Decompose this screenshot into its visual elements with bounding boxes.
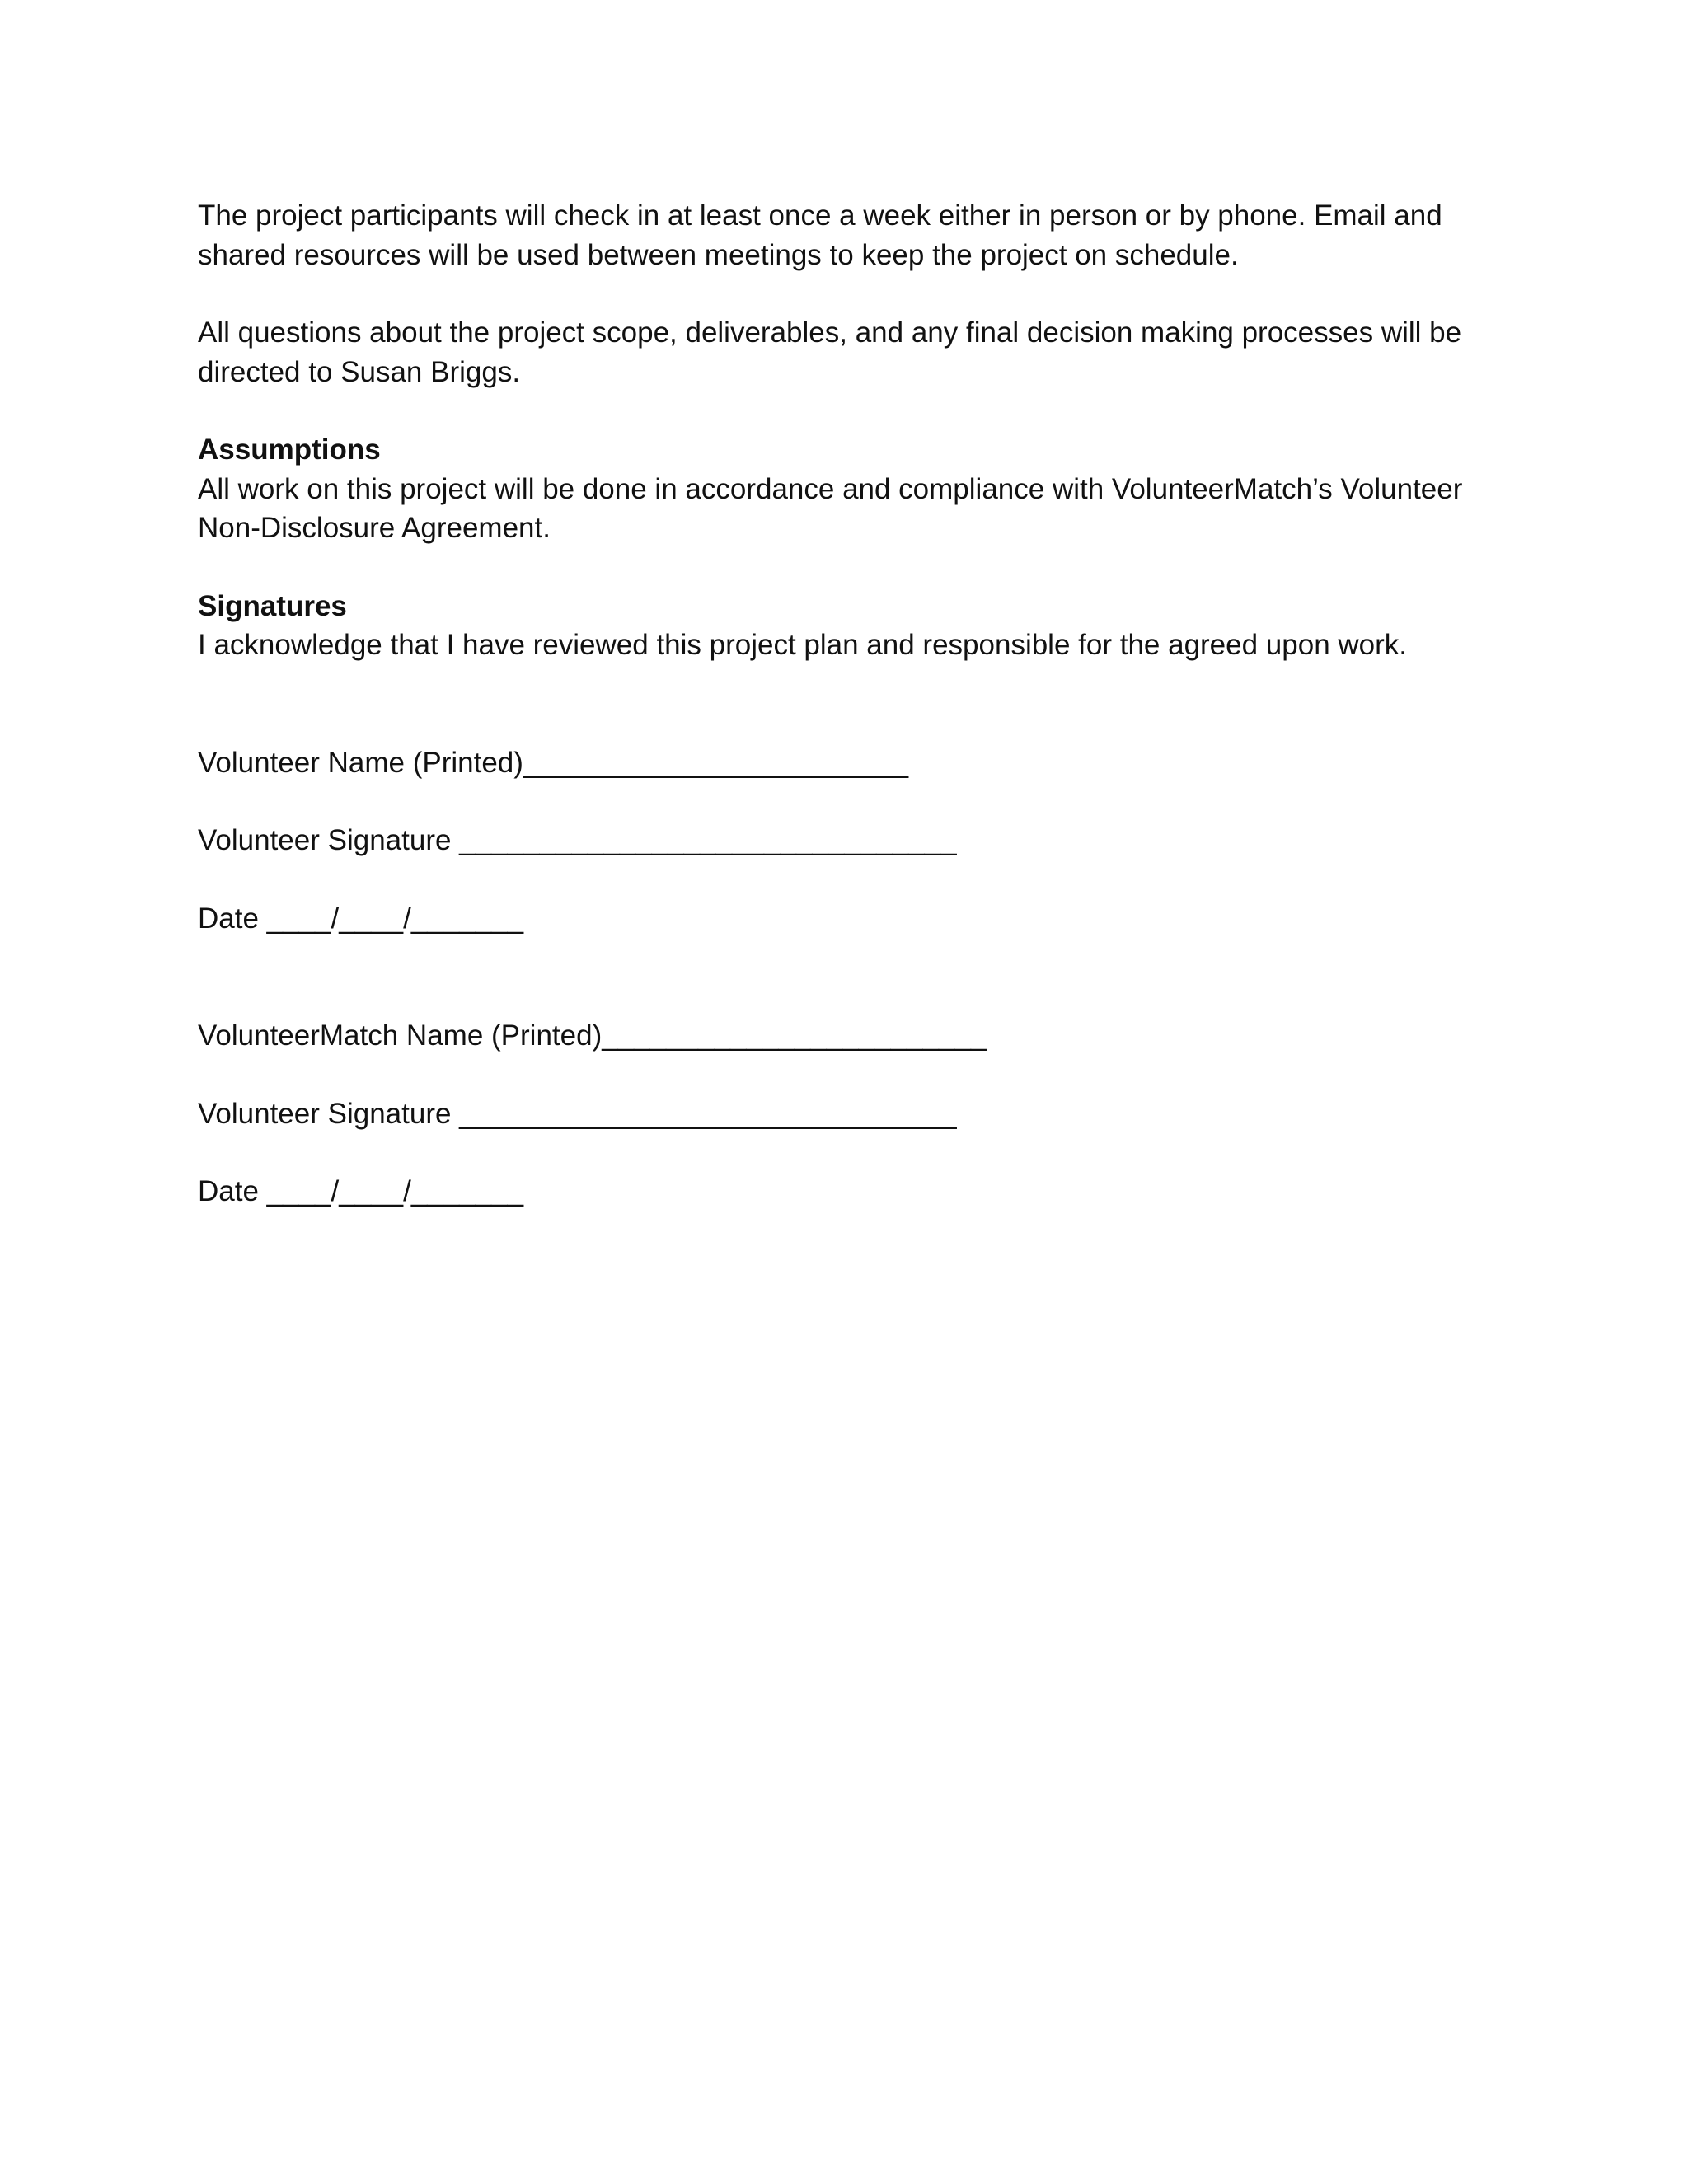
volunteer-signature-block	[198, 743, 1500, 939]
volunteermatch-date-field[interactable]: Date ____/____/_______	[198, 1175, 524, 1207]
volunteer-signature-field[interactable]: Volunteer Signature _______________________________	[198, 824, 957, 856]
assumptions-text: All work on this project will be done in accordance and compliance with VolunteerMatch’s Volunteer Non-Disclosure Agreement.	[198, 472, 1463, 544]
signatures-heading: Signatures	[198, 589, 347, 622]
paragraph-questions: All questions about the project scope, deliverables, and any final decision making processes will be directed to Susan Briggs.	[198, 316, 1462, 388]
volunteermatch-signature-field[interactable]: Volunteer Signature _______________________________	[198, 1097, 957, 1130]
volunteer-date-field[interactable]: Date ____/____/_______	[198, 902, 524, 935]
volunteermatch-signature-block	[198, 1016, 1500, 1212]
signatures-acknowledgement: I acknowledge that I have reviewed this project plan and responsible for the agreed upon work.	[198, 629, 1408, 661]
assumptions-section	[198, 430, 1500, 548]
volunteermatch-name-field[interactable]: VolunteerMatch Name (Printed)________________________	[198, 1019, 987, 1052]
assumptions-heading: Assumptions	[198, 434, 381, 466]
paragraph-check-in: The project participants will check in at least once a week either in person or by phone. Email and shared resources will be used between meetings to keep the project on schedule.	[198, 199, 1442, 271]
signatures-section	[198, 587, 1500, 665]
document-page	[198, 196, 1500, 1250]
volunteer-name-field[interactable]: Volunteer Name (Printed)________________________	[198, 746, 909, 779]
